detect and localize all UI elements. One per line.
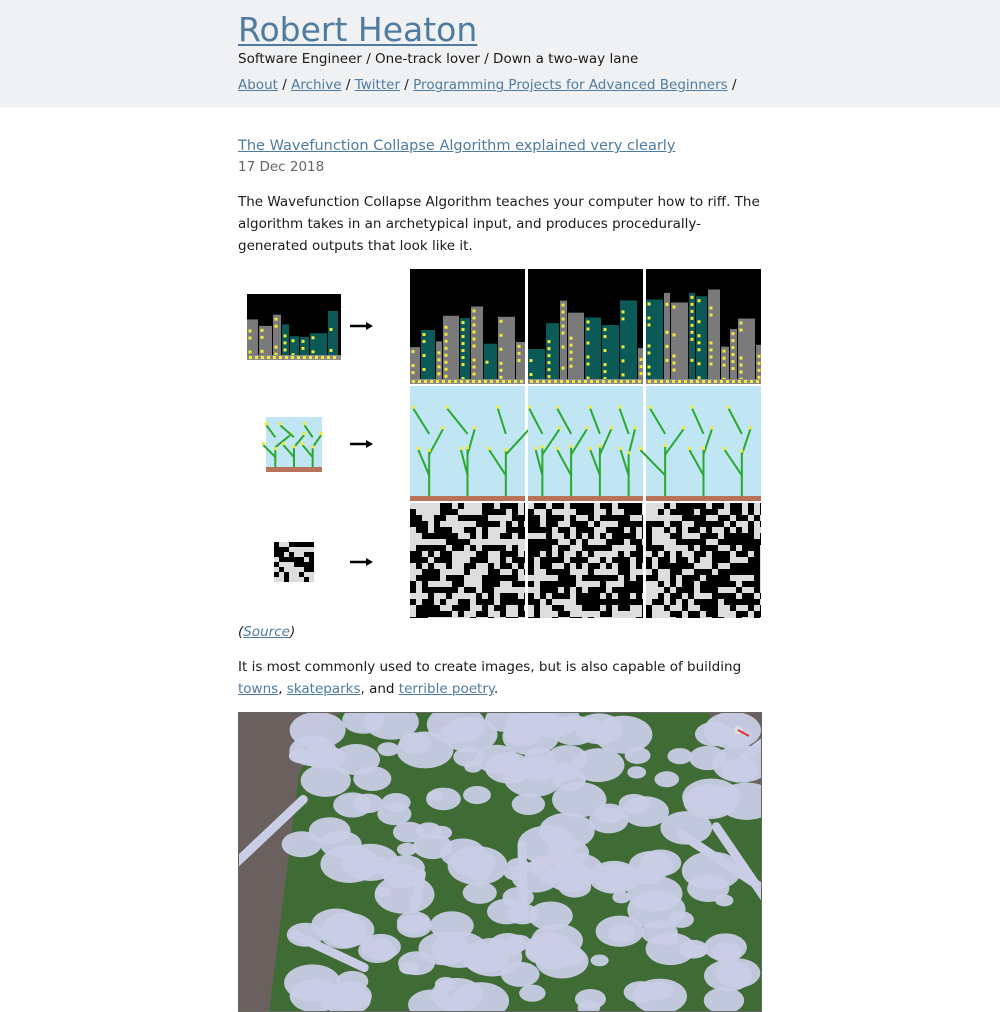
town-building (311, 909, 361, 941)
town-building (550, 717, 569, 729)
town-building (594, 864, 637, 892)
post-title-link[interactable]: The Wavefunction Collapse Algorithm explained very clearly (238, 138, 676, 154)
town-building (377, 742, 398, 756)
uses-sep: , (278, 681, 283, 697)
town-building (398, 951, 435, 975)
town-building (512, 793, 545, 815)
town-building (333, 792, 372, 817)
town-building (529, 765, 545, 775)
town-building (382, 793, 411, 812)
town-building (327, 981, 372, 1010)
town-building (416, 822, 442, 839)
town-building (519, 985, 545, 1002)
arrow-icon (350, 558, 373, 566)
town-building (501, 962, 540, 987)
nav-separator: / (282, 77, 287, 93)
town-building (591, 955, 609, 967)
city-output-image (410, 269, 525, 384)
town-wall (522, 845, 523, 917)
poetry-link[interactable]: terrible poetry (398, 681, 494, 697)
town-building (619, 794, 649, 814)
town-building (594, 716, 652, 754)
skateparks-link[interactable]: skateparks (286, 681, 361, 697)
town-image (239, 713, 762, 1012)
uses-text: It is most commonly used to create images, but is also capable of building (238, 659, 742, 675)
town-building (426, 788, 461, 811)
post-date: 17 Dec 2018 (238, 159, 325, 175)
town-building (654, 771, 679, 787)
main-nav (238, 77, 737, 93)
site-tagline: Software Engineer / One-track lover / Down a two-way lane (238, 51, 639, 67)
source-paren-open: ( (238, 624, 244, 640)
town-building (722, 758, 758, 781)
nav-about-link[interactable]: About (238, 77, 278, 93)
maze-output-image (646, 503, 761, 618)
town-building (332, 744, 380, 775)
uses-paragraph (238, 656, 762, 700)
maze-input-image (274, 542, 314, 582)
town-building (684, 784, 738, 819)
towns-link[interactable]: towns (238, 681, 279, 697)
town-building (528, 901, 572, 930)
town-building (435, 977, 457, 991)
plant-output-image (528, 386, 643, 501)
nav-separator: / (731, 77, 737, 93)
intro-paragraph: The Wavefunction Collapse Algorithm teaches your computer how to riff. The algorithm takes in an archetypical input, and produces procedurally-generated outputs that look like it. (238, 194, 760, 254)
town-building (596, 916, 644, 947)
site-header (0, 0, 1000, 107)
city-output-image (646, 269, 761, 384)
town-building (475, 745, 519, 773)
town-building (687, 875, 729, 902)
nav-separator: / (404, 77, 409, 93)
city-output-image (528, 269, 643, 384)
city-input-image (247, 294, 341, 360)
town-building (397, 915, 432, 938)
town-building (627, 766, 646, 778)
nav-archive-link[interactable]: Archive (291, 77, 342, 93)
nav-projects-link[interactable]: Programming Projects for Advanced Beginners (413, 77, 728, 93)
plant-output-image (639, 386, 761, 501)
town-building (399, 732, 431, 753)
town-building (289, 735, 336, 766)
plant-output-image (410, 386, 531, 501)
uses-sep: , and (360, 681, 399, 697)
nav-separator: / (345, 77, 351, 93)
nav-twitter-link[interactable]: Twitter (354, 77, 400, 93)
wfc-examples-figure (238, 269, 762, 620)
site-title-link[interactable]: Robert Heaton (238, 10, 478, 49)
source-link[interactable]: Source (243, 624, 290, 640)
town-building (667, 748, 692, 764)
town-building (668, 911, 694, 928)
uses-end: . (493, 681, 499, 697)
town-building (711, 943, 742, 963)
town-screenshot (238, 712, 762, 1012)
arrow-icon (350, 440, 373, 448)
plant-input-image (262, 417, 323, 472)
town-building (550, 763, 579, 782)
source-caption (238, 624, 295, 640)
maze-output-image (410, 503, 525, 618)
source-paren-close: ) (289, 624, 296, 640)
town-building (689, 945, 707, 957)
town-building (525, 941, 561, 965)
town-building (463, 786, 491, 804)
town-building (689, 746, 726, 770)
maze-output-image (528, 503, 643, 618)
town-building (309, 817, 351, 844)
town-building (490, 933, 526, 956)
town-building (704, 960, 752, 991)
wfc-examples-image (238, 269, 762, 620)
town-building (440, 839, 485, 868)
arrow-icon (350, 322, 373, 330)
